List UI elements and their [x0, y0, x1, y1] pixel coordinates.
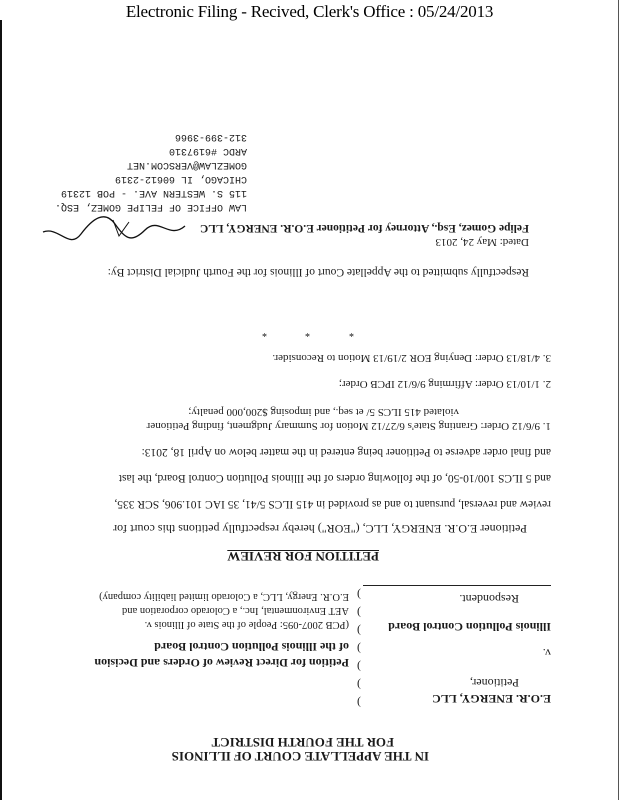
respondent-name: Illinois Pollution Control Board	[388, 620, 551, 634]
caption-rule	[363, 585, 551, 586]
body-line: Petitioner E.O.R. ENERGY, LLC, ("EOR") hereby respectfully petitions this court for	[113, 522, 527, 536]
star: *	[349, 327, 354, 338]
star: *	[262, 327, 267, 338]
office-city: CHICAGO, IL 60612-2319	[114, 173, 247, 184]
phone-number: 312-399-3966	[174, 131, 247, 142]
caption-right-line3: (PCB 2007-095: People of the State of Illinois v.	[144, 619, 349, 630]
caption-paren: )	[357, 624, 361, 638]
office-address: 115 S. WESTERN AVE. - POB 12319	[60, 187, 247, 198]
petitioner-label: Petitioner,	[469, 676, 519, 690]
order-item-1: 1. 9/6/12 Order: Granting State's 6/27/12 Motion for Summary Judgment, finding Petitioner	[146, 420, 551, 432]
order-item-1-cont: violated 415 ILCS 5/ et seq., and imposing $200,000 penalty;	[188, 406, 459, 418]
office-email: GOMEZLAW@VERSCOM.NET	[126, 159, 247, 170]
caption-paren: )	[357, 660, 361, 674]
caption-right-line1: Petition for Direct Review of Orders and Decision	[94, 656, 349, 670]
signature-line: Felipe Gomez, Esq., Attorney for Petitioner E.O.R. ENERGY, LLC	[199, 222, 529, 234]
dated-line: Dated: May 24, 2013	[435, 236, 529, 248]
body-line: and final order adverse to Petitioner being entered in the matter below on April 18, 2013:	[141, 446, 551, 458]
ardc-number: ARDC #6197310	[168, 145, 247, 156]
order-item-3: 3. 4/18/13 Order: Denying EOR 2/19/13 Motion to Reconsider.	[272, 352, 551, 364]
star: *	[305, 327, 310, 338]
law-office: LAW OFFICE OF FELIPE GOMEZ, ESQ.	[54, 201, 247, 212]
caption-paren: )	[357, 588, 361, 602]
caption-paren: )	[357, 696, 361, 710]
respondent-label: Respondent.	[459, 592, 519, 606]
court-heading-line2: FOR THE FOURTH DISTRICT	[211, 735, 394, 750]
court-heading-line1: IN THE APPELLATE COURT OF ILLINOIS	[171, 749, 429, 764]
caption-right-line4: AET Environmental, Inc., a Colorado corporation and	[122, 605, 349, 616]
caption-paren: )	[357, 606, 361, 620]
order-item-2: 2. 1/10/13 Order: Affirming 9/6/12 IPCB Order;	[338, 378, 551, 390]
caption-paren: )	[357, 678, 361, 692]
respectfully-submitted: Respectfully submitted to the Appellate Court of Illinois for the Fourth Judicial District By:	[107, 266, 529, 278]
petitioner-name: E.O.R. ENERGY, LLC	[432, 692, 551, 706]
caption-paren: )	[357, 642, 361, 656]
versus: v.	[542, 646, 551, 660]
body-line: review and reversal, pursuant to and as provided in 415 ILCS 5/41, 35 IAC 101.906, SCR 335,	[114, 498, 551, 510]
caption-right-line5: E.O.R. Energy, LLC, a Colorado limited liability company)	[99, 591, 349, 602]
body-line: and 5 ILCS 100/10-50, of the following orders of the Illinois Pollution Control Board, the last	[118, 472, 551, 484]
caption-right-line2: of the Illinois Pollution Control Board	[154, 640, 349, 654]
handwritten-signature	[39, 214, 189, 244]
electronic-filing-stamp: Electronic Filing - Recived, Clerk's Office : 05/24/2013	[125, 2, 494, 21]
petition-title: PETITION FOR REVIEW	[227, 549, 379, 564]
